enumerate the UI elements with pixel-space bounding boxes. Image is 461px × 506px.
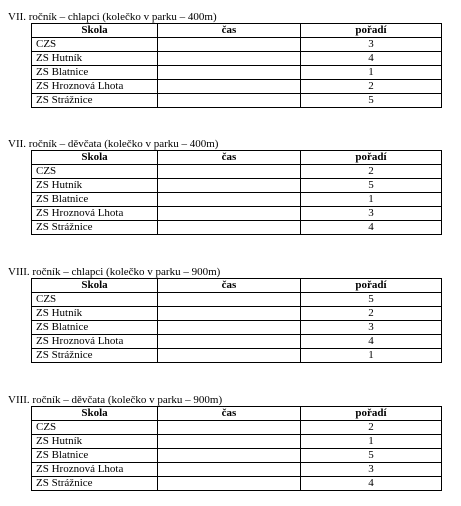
cell-rank: 1: [301, 435, 442, 449]
cell-school: ZS Strážnice: [32, 221, 158, 235]
table-row: [32, 80, 442, 94]
cell-rank: 5: [301, 94, 442, 108]
cell-rank: 2: [301, 307, 442, 321]
cell-time: [158, 463, 301, 477]
section-title: VIII. ročník – chlapci (kolečko v parku – 900m): [8, 266, 221, 278]
cell-rank: 4: [301, 477, 442, 491]
table-row: [32, 335, 442, 349]
cell-time: [158, 193, 301, 207]
cell-school: CZS: [32, 165, 158, 179]
table-row: [32, 463, 442, 477]
table-header-row: [32, 407, 442, 421]
header-rank: pořadí: [301, 279, 442, 293]
cell-school: ZS Hutník: [32, 307, 158, 321]
cell-school: ZS Hroznová Lhota: [32, 80, 158, 94]
cell-rank: 2: [301, 421, 442, 435]
cell-time: [158, 221, 301, 235]
header-time: čas: [158, 279, 301, 293]
section-title: VII. ročník – chlapci (kolečko v parku – 400m): [8, 11, 217, 23]
header-time: čas: [158, 407, 301, 421]
cell-school: ZS Blatnice: [32, 193, 158, 207]
table-row: [32, 165, 442, 179]
cell-school: ZS Hroznová Lhota: [32, 463, 158, 477]
table-row: [32, 207, 442, 221]
cell-rank: 5: [301, 293, 442, 307]
cell-rank: 2: [301, 80, 442, 94]
cell-time: [158, 179, 301, 193]
table-row: [32, 66, 442, 80]
cell-time: [158, 321, 301, 335]
header-rank: pořadí: [301, 151, 442, 165]
cell-school: ZS Strážnice: [32, 94, 158, 108]
cell-time: [158, 207, 301, 221]
results-table: [31, 406, 442, 491]
table-row: [32, 293, 442, 307]
section-title: VII. ročník – děvčata (kolečko v parku – 400m): [8, 138, 219, 150]
cell-time: [158, 477, 301, 491]
cell-time: [158, 449, 301, 463]
table-row: [32, 321, 442, 335]
table-row: [32, 349, 442, 363]
cell-time: [158, 421, 301, 435]
table-header-row: [32, 151, 442, 165]
table-row: [32, 435, 442, 449]
cell-rank: 1: [301, 193, 442, 207]
table-row: [32, 221, 442, 235]
header-rank: pořadí: [301, 407, 442, 421]
header-school: Skola: [32, 279, 158, 293]
cell-time: [158, 435, 301, 449]
cell-rank: 3: [301, 207, 442, 221]
cell-school: ZS Strážnice: [32, 477, 158, 491]
table-row: [32, 193, 442, 207]
cell-time: [158, 80, 301, 94]
cell-time: [158, 94, 301, 108]
table-row: [32, 449, 442, 463]
header-time: čas: [158, 151, 301, 165]
cell-time: [158, 165, 301, 179]
cell-school: ZS Hroznová Lhota: [32, 207, 158, 221]
header-school: Skola: [32, 24, 158, 38]
cell-school: CZS: [32, 38, 158, 52]
cell-rank: 1: [301, 66, 442, 80]
results-table: [31, 150, 442, 235]
cell-time: [158, 66, 301, 80]
cell-school: CZS: [32, 421, 158, 435]
cell-school: ZS Blatnice: [32, 449, 158, 463]
table-row: [32, 307, 442, 321]
section-title: VIII. ročník – děvčata (kolečko v parku – 900m): [8, 394, 223, 406]
table-header-row: [32, 24, 442, 38]
cell-rank: 5: [301, 179, 442, 193]
cell-school: ZS Hroznová Lhota: [32, 335, 158, 349]
cell-time: [158, 349, 301, 363]
table-row: [32, 477, 442, 491]
cell-time: [158, 293, 301, 307]
header-time: čas: [158, 24, 301, 38]
table-row: [32, 94, 442, 108]
cell-time: [158, 38, 301, 52]
header-school: Skola: [32, 151, 158, 165]
cell-rank: 1: [301, 349, 442, 363]
results-table: [31, 23, 442, 108]
table-row: [32, 38, 442, 52]
cell-rank: 5: [301, 449, 442, 463]
cell-time: [158, 52, 301, 66]
cell-rank: 4: [301, 221, 442, 235]
cell-time: [158, 335, 301, 349]
cell-time: [158, 307, 301, 321]
table-row: [32, 179, 442, 193]
table-row: [32, 421, 442, 435]
cell-rank: 3: [301, 463, 442, 477]
table-row: [32, 52, 442, 66]
cell-school: ZS Strážnice: [32, 349, 158, 363]
cell-school: ZS Hutník: [32, 179, 158, 193]
cell-school: ZS Hutník: [32, 52, 158, 66]
cell-rank: 4: [301, 335, 442, 349]
cell-rank: 3: [301, 38, 442, 52]
cell-school: ZS Blatnice: [32, 66, 158, 80]
cell-rank: 3: [301, 321, 442, 335]
cell-school: ZS Hutník: [32, 435, 158, 449]
header-rank: pořadí: [301, 24, 442, 38]
cell-school: ZS Blatnice: [32, 321, 158, 335]
header-school: Skola: [32, 407, 158, 421]
cell-rank: 2: [301, 165, 442, 179]
results-table: [31, 278, 442, 363]
table-header-row: [32, 279, 442, 293]
cell-rank: 4: [301, 52, 442, 66]
cell-school: CZS: [32, 293, 158, 307]
